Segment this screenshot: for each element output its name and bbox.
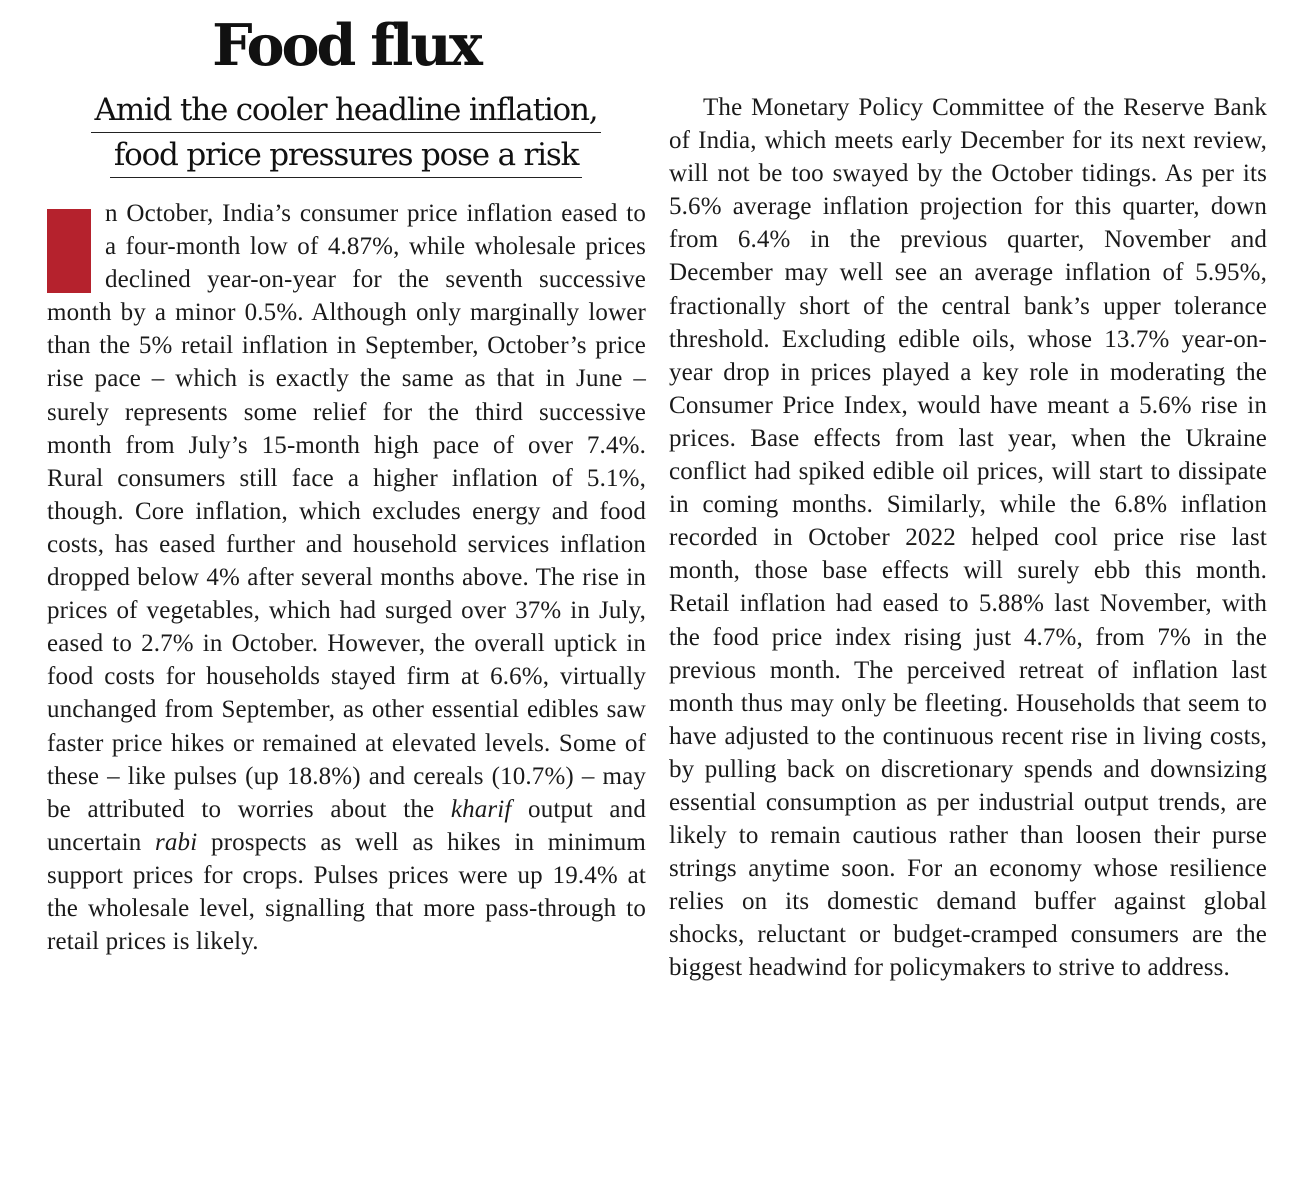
kharif-term: kharif <box>450 795 512 823</box>
dropcap-i <box>47 209 91 293</box>
left-text-2: output and uncertain <box>47 795 646 856</box>
article-column-right <box>669 91 1267 985</box>
article-column-left <box>47 197 646 958</box>
deck <box>46 88 646 178</box>
left-text-1: n October, India’s consumer price inflation eased to a four-month low of 4.87%, while wholesale prices declined year-on-year for the seventh successive month by a minor 0.5%. Although only marginally lower than the 5% retail inflation in September, October’s price rise pace – which is exactly the same as that in June – surely represents some relief for the third successive month from July’s 15-month high pace of over 7.4%. Rural consumers still face a higher inflation of 5.1%, though. Core inflation, which excludes energy and food costs, has eased further and household services inflation dropped below 4% after several months above. The rise in prices of vegetables, which had surged over 37% in July, eased to 2.7% in October. However, the overall uptick in food costs for households stayed firm at 6.6%, virtually unchanged from September, as other essential edibles saw faster price hikes or remained at elevated levels. Some of these – like pulses (up 18.8%) and cereals (10.7%) – may be attributed to worries about the <box>47 200 646 823</box>
left-text-3: prospects as well as hikes in minimum support prices for crops. Pulses prices were up 19.4% at the wholesale level, signalling that more pass-through to retail prices is likely. <box>47 828 647 956</box>
headline: Food flux <box>212 12 480 79</box>
rabi-term: rabi <box>155 828 198 856</box>
deck-line-2: food price pressures pose a risk <box>110 133 582 178</box>
right-text: The Monetary Policy Committee of the Reserve Bank of India, which meets early December for its next review, will not be too swayed by the October tidings. As per its 5.6% average inflation projection for this quarter, down from 6.4% in the previous quarter, November and December may well see an average inflation of 5.95%, fractionally short of the central bank’s upper tolerance threshold. Excluding edible oils, whose 13.7% year-on-year drop in prices played a key role in moderating the Consumer Price Index, would have meant a 5.6% rise in prices. Base effects from last year, when the Ukraine conflict had spiked edible oil prices, will start to dissipate in coming months. Similarly, while the 6.8% inflation recorded in October 2022 helped cool price rise last month, those base effects will surely ebb this month. Retail inflation had eased to 5.88% last November, with the food price index rising just 4.7%, from 7% in the previous month. The perceived retreat of inflation last month thus may only be fleeting. Households that seem to have adjusted to the continuous recent rise in living costs, by pulling back on discretionary spends and downsizing essential consumption as per industrial output trends, are likely to remain cautious rather than loosen their purse strings anytime soon. For an economy whose resilience relies on its domestic demand buffer against global shocks, reluctant or budget-cramped consumers are the biggest headwind for policymakers to strive to address. <box>669 94 1267 982</box>
deck-line-1: Amid the cooler headline inflation, <box>91 88 602 133</box>
